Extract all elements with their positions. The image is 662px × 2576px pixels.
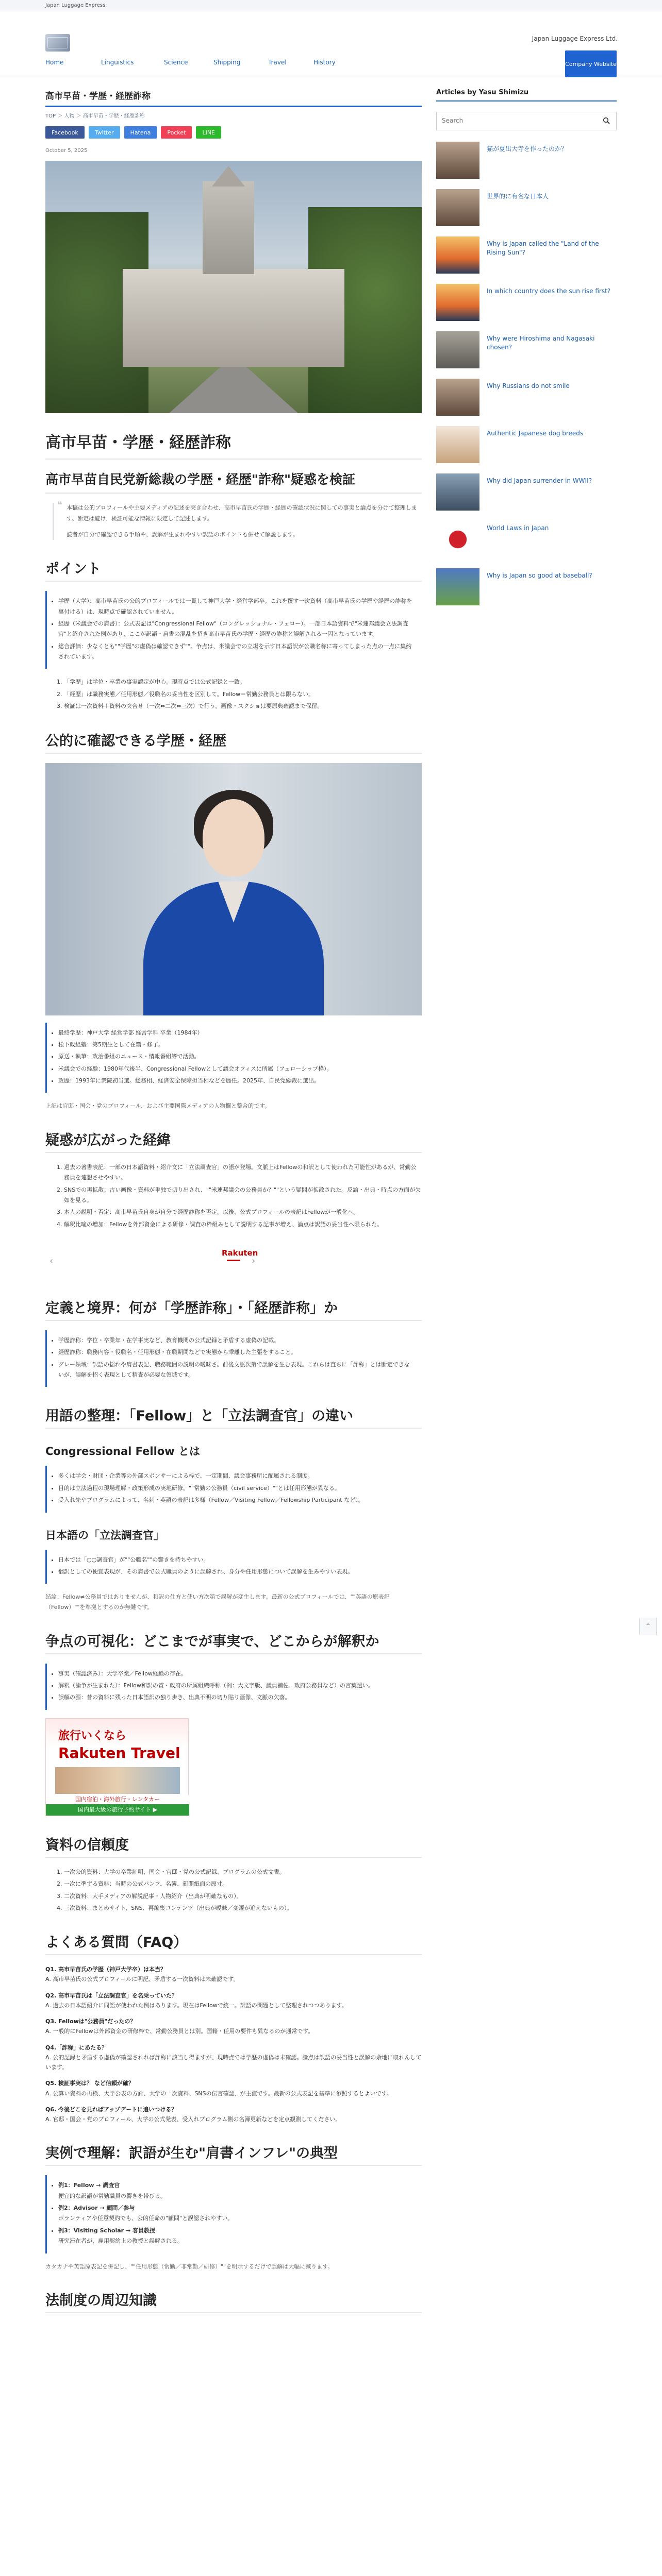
title-underline [45,459,422,460]
ruins-thumb[interactable] [436,331,479,368]
share-bar [45,126,422,139]
list-item: • 目的は立法過程の現場理解・政策形成の実地研修。""常勤の公務員（civil service）""とは任用形態が異なる。 [58,1483,413,1494]
main-content [45,89,422,2323]
top-bar [0,0,662,11]
list-item [58,2226,413,2247]
portrait-thumb[interactable] [436,379,479,416]
list-item: • 日本では「○○調査官」が""公職名""の響きを持ちやすい。 [58,1555,413,1565]
list-item: 3. 二次資料：大手メディアの解説記事・人物紹介（出典が明確なもの）。 [64,1891,422,1902]
points-list [45,591,422,669]
list-item: • 事実（確認済み）：大学卒業／Fellow経験の存在。 [58,1669,413,1679]
list-item: • 学歴（大学）：高市早苗氏の公的プロフィールでは一貫して神戸大学・経営学部卒。これを覆す一次資料（高市早苗氏の学歴や経歴の詐称を裏付ける）は、現時点で確認されていません。 [58,596,413,617]
sidebar-article-item[interactable] [436,284,617,324]
confirmed-note: 上記は官邸・国会・党のプロフィール、および主要国際メディアの人物欄と整合的です。 [45,1103,271,1110]
faq-question: Q1. 高市早苗氏の学歴（神戸大学卒）は本当？ [45,1966,167,1973]
site-topline: Japan Luggage Express [45,3,106,8]
ad-photo-strip [55,1767,180,1794]
intro-paragraph: 本稿は公的プロフィールや主要メディアの記述を突き合わせ、高市早苗氏の学歴・経歴の確認状況に関しての事実と論点を分けて整理します。断定は避け、検証可能な情報に限定して記述します。 [67,504,417,522]
faq-question: Q3. Fellowは"公務員"だったの？ [45,2018,136,2025]
inflation-list [45,2175,422,2253]
share-line-button[interactable]: LINE [196,126,221,139]
section-confirmed-heading: 公的に確認できる学歴・経歴 [45,730,422,754]
sidebar-article-item[interactable] [436,473,617,514]
sidebar-article-item[interactable] [436,142,617,182]
section-points-heading: ポイント [45,557,422,582]
sidebar-article-link[interactable]: Why were Hiroshima and Nagasaki chosen? [487,335,595,351]
section-faq-heading: よくある質問（FAQ） [45,1931,422,1955]
ad-band: 国内宿泊・海外旅行・レンタカー [46,1795,189,1804]
sidebar-article-link[interactable]: Why Russians do not smile [487,382,570,389]
section-inflation-heading: 実例で理解：訳語が生む"肩書インフレ"の典型 [45,2142,422,2166]
inflation-desc: 便宜的な訳語が常勤職員の響きを帯びる。 [58,2192,166,2199]
list-item: • 原送・執筆：政治番組のニュース・情報番組等で活動。 [58,1052,413,1062]
inflation-note: カタカナや英語原表記を併記し、""任用形態（常勤／非常勤／研修）""を明示するだけで誤解は大幅に減ります。 [45,2263,334,2270]
inflation-example: 例1：Fellow → 調査官 [58,2182,120,2189]
faq-answer: A. 一般的にFellowは外部資金の研修枠で、常勤公務員とは別。国籍・任用の要件も異なるのが通常です。 [45,2028,314,2035]
list-item: 4. 三次資料：まとめサイト、SNS、再編集コンテンツ（出典が曖昧／変遷が追えないもの）。 [64,1903,422,1913]
faq-answer: A. 高市早苗氏の公式プロフィールに明記、矛盾する一次資料は未確認です。 [45,1976,239,1983]
visual-list [45,1664,422,1710]
list-item: 1. 「学歴」は学位・卒業の事実認定が中心。現時点では公式記録と一致。 [64,677,422,687]
list-item: • 経歴（米議会での肩書）：公式表記は"Congressional Fellow"（コングレッショナル・フェロー）。一部日本語資料で"米連邦議会立法調査官"と紹介された例があり、ここが訳語・肩書の混乱を招き高市早苗氏の学歴・経歴の詐称と誤解される一因となっています。 [58,619,413,640]
sidebar [436,89,617,616]
inflation-desc: ボランティアや任意契約でも、公的任命の"顧問"と誤認されやすい。 [58,2215,234,2222]
portrait-thumb[interactable] [436,142,479,179]
company-website-button[interactable]: Company Website [565,50,617,77]
ad-line1: 旅行いくなら [58,1729,127,1742]
dog-thumb[interactable] [436,426,479,463]
section-spread-heading: 疑惑が広がった経緯 [45,1129,422,1153]
portrait-image [45,763,422,1015]
list-item [58,2203,413,2224]
sidebar-article-item[interactable] [436,236,617,277]
portrait-thumb[interactable] [436,189,479,226]
points-ordered-list [45,677,422,711]
faq-item [45,1964,422,1985]
header-tagline: Japan Luggage Express Ltd. [532,35,618,42]
share-pocket-button[interactable]: Pocket [161,126,192,139]
faq-question: Q6. 今後どこを見ればアップデートに追いつける？ [45,2106,177,2113]
nav-history[interactable]: History [313,59,336,66]
list-item: • 経歴詐称：職務内容・役職名・任用形態・在職期間などで実態から乖離した主張をすること。 [58,1347,413,1358]
list-item: • 多くは学会・財団・企業等の外部スポンサーによる枠で、一定期間、議会事務所に配属される制度。 [58,1471,413,1481]
list-item: 1. 一次公的資料：大学の卒業証明、国会・官邸・党の公式記録、プログラムの公式文書。 [64,1867,422,1877]
reliability-list [45,1867,422,1913]
flag-thumb[interactable] [436,521,479,558]
list-item: 3. 本人の説明・否定：高市早苗氏自身が自分で経歴詐称を否定。以後、公式プロフィールの表記はFellowが一般化へ。 [64,1207,422,1217]
confirmed-list [45,1023,422,1093]
list-item: 2. SNSでの再拡散：古い画像・資料が単独で切り出され、""米連邦議会の公務員か？""という疑問が拡散された。反論・出典・時点の方面が欠如を見る。 [64,1185,422,1206]
rakuten-carousel [45,1243,422,1279]
section-visual-heading: 争点の可視化：どこまでが事実で、どこからが解釈か [45,1630,422,1654]
rakuten-logo[interactable]: Rakuten [222,1248,258,1258]
nav-travel[interactable]: Travel [268,59,287,66]
section-jp-heading: 日本語の「立法調査官」 [45,1529,164,1541]
faq-item [45,2043,422,2073]
intro-quote [53,499,422,540]
scroll-to-top-button[interactable]: ⌃ [639,1618,657,1635]
search-input[interactable] [442,117,586,124]
list-item: 1. 過去の著書表記：一部の日本語資料・紹介文に「立法調査官」の語が登場。文脈上はFellowの和訳として使われた可能性があるが、常勤公務員を連想させやすい。 [64,1162,422,1183]
jp-note: 結論：Fellow≠公務員ではありませんが、和訳の仕方と使い方次第で誤解が変生します。最新の公式プロフィールでは、""英語の原表記（Fellow）""を準拠とするのが無難です。 [45,1594,390,1611]
faq-question: Q4.「詐称」にあたる？ [45,2044,108,2051]
faq-answer: A. 官邸・国会・党のプロフィール、大学の公式発表、受入れプログラム側の名簿更新などを定点観測してください。 [45,2116,341,2123]
breadcrumb[interactable]: TOP ＞ 人物 ＞ 高市早苗・学歴・経歴詐称 [45,113,145,119]
inflation-example: 例3：Visiting Scholar → 客員教授 [58,2227,155,2234]
carousel-next-icon[interactable]: › [252,1256,256,1267]
spread-list [45,1162,422,1230]
sidebar-article-link[interactable]: 猫が夏出大寺を作ったのか？ [487,145,568,152]
stadium-thumb[interactable] [436,568,479,605]
define-list [45,1330,422,1387]
section-law-heading: 法制度の周辺知識 [45,2289,422,2313]
list-item: 3. 検証は一次資料＋資料の突合せ（一次⇔二次⇔三次）で行う。画像・スクショは要原典確認まで保留。 [64,701,422,711]
faq-answer: A. 公的記録と矛盾する虚偽が確認されれば詐称に該当し得ますが、現時点では学歴の虚偽は未確認。論点は訳語の妥当性と誤解の余地に収れんしています。 [45,2054,422,2071]
list-item: • 総合評価：少なくとも""学歴"の虚偽は確認できず""。争点は、米議会での立場を示す日本語訳が公職名称に寄ってしまった点の一点に集約されています。 [58,641,413,663]
list-item: • 誤解の源：昔の資料に残った日本語訳の独り歩き、出典不明の切り貼り画像、文脈の欠落。 [58,1692,413,1703]
list-item: • 翻訳としての便宜表現が、その肩書で公式職員のように誤解され、身分や任用形態について誤解を生みやすい表現。 [58,1567,413,1577]
faq-item [45,2078,422,2098]
quote-icon: ❝ [57,499,62,511]
cf-list [45,1466,422,1512]
list-item: • 解釈（論争が生まれた）：Fellow和訳の賞・政府の所属組織呼称（例：大文字版、議員補佐、政府公務員など）の言葉遣い。 [58,1681,413,1691]
section-define-heading: 定義と境界：何が「学歴詐称」・「経歴詐称」か [45,1297,422,1321]
post-date: October 5, 2025 [45,148,88,154]
article-subtitle: 高市早苗自民党新総裁の学歴・経歴"詐称"疑惑を検証 [45,472,356,487]
sidebar-article-item[interactable] [436,521,617,561]
sidebar-rule [436,100,617,101]
subtitle-underline [45,493,422,494]
list-item: • 最終学歴：神戸大学 経営学部 経営学科 卒業（1984年） [58,1028,413,1038]
carousel-prev-icon[interactable]: ‹ [49,1256,54,1267]
list-item: • 松下政経塾：第5期生として在籍・修了。 [58,1040,413,1050]
list-item: 2. 一次に準ずる資料：当時の公式パンフ、名簿、新聞紙面の原寸。 [64,1879,422,1889]
share-hatena-button[interactable]: Hatena [124,126,157,139]
search-icon[interactable] [603,117,610,124]
ad-cta[interactable]: 国内最大級の旅行予約サイト ▶ [46,1804,189,1816]
sidebar-article-item[interactable] [436,568,617,608]
faq-item [45,1991,422,2011]
hero-image-diet-building [45,161,422,413]
rakuten-travel-ad[interactable] [45,1718,189,1816]
faq-question: Q5. 検証事実は？ など信頼が確？ [45,2080,134,2087]
rakuten-logo-underline [227,1260,240,1261]
sidebar-title: Articles by Yasu Shimizu [436,89,529,96]
faq-answer: A. 公算い資料の再検、大学公表の方針、大学の一次資料、SNSの伝言確認、が主流です。最新の公式表記を基準に参照するとよいです。 [45,2090,392,2097]
sidebar-article-item[interactable] [436,426,617,466]
sidebar-article-link[interactable]: World Laws in Japan [487,524,549,532]
sidebar-article-link[interactable]: Why did Japan surrender in WWII? [487,477,592,484]
article-title: 高市早苗・学歴・経歴詐称 [45,434,231,452]
faq-item [45,2016,422,2037]
article-small-title: 高市早苗・学歴・経歴詐称 [45,91,151,101]
ship-thumb[interactable] [436,473,479,511]
nav-linguistics[interactable]: Linguistics [101,59,134,66]
list-item: 2. 「経歴」は職務実態／任用形態／役職名の妥当性を区別して。Fellow＝常勤公務員とは限らない。 [64,689,422,700]
nav-shipping[interactable]: Shipping [213,59,241,66]
jp-list [45,1550,422,1584]
sidebar-article-item[interactable] [436,379,617,419]
list-item [58,2180,413,2201]
inflation-desc: 研究滞在者が、雇用契約上の教授と誤解される。 [58,2238,183,2245]
inflation-example: 例2：Advisor → 顧問／参与 [58,2205,135,2212]
sunrise-thumb[interactable] [436,284,479,321]
sidebar-article-link[interactable]: Why is Japan called the "Land of the Rising Sun"? [487,240,599,257]
list-item: • 学歴詐称：学位・卒業年・在学事実など、教育機関の公式記録と矛盾する虚偽の記載。 [58,1335,413,1346]
sidebar-article-item[interactable] [436,331,617,371]
section-reliability-heading: 資料の信頼度 [45,1834,422,1858]
nav-home[interactable]: Home [45,59,64,66]
faq-answer: A. 過去の日本語紹介に同語が使われた例はあります。現在はFellowで統一。訳語の問題として整理されつつあります。 [45,2002,347,2009]
site-logo-mark [47,37,68,48]
sidebar-article-link[interactable]: 世界的に有名な日本人 [487,193,549,200]
share-facebook-button[interactable]: Facebook [45,126,85,139]
search-box [436,112,617,130]
sidebar-article-link[interactable]: In which country does the sun rise first? [487,287,611,295]
title-rule [45,106,422,107]
nav-science[interactable]: Science [164,59,188,66]
list-item: • グレー領域：訳語の揺れや肩書表記、職務範囲の説明の曖昧さ。前後文脈次第で誤解を生む表現。これらは直ちに「詐称」とは断定できないが、誤解を招く表現として精査が必要な領域です。 [58,1360,413,1381]
sidebar-article-item[interactable] [436,189,617,229]
sidebar-article-list [436,142,617,608]
site-header [0,11,662,52]
list-item: 4. 解釈比喩の増加：Fellowを外部資金による研修・調査の枠組みとして説明する記事が増え、論点は訳語の妥当性へ限られた。 [64,1219,422,1230]
list-item: • 政歴：1993年に衆院初当選。総務相、経済安全保障担当相などを歴任。2025年、自民党総裁に選出。 [58,1076,413,1086]
section-cf-heading: Congressional Fellow とは [45,1445,200,1458]
share-twitter-button[interactable]: Twitter [89,126,120,139]
section-terms-heading: 用語の整理：「Fellow」と「立法調査官」の違い [45,1404,422,1429]
faq-question: Q2. 高市早苗氏は「立法調査官」を名乗っていた？ [45,1992,178,1999]
ad-line2: Rakuten Travel [58,1744,180,1761]
list-item: • 受入れ先やプログラムによって、名刺・英語の表記は多様（Fellow／Visiting Fellow／Fellowship Participant など）。 [58,1495,413,1505]
intro-paragraph: 読者が自分で確認できる手順や、誤解が生まれやすい訳語のポイントも併せて解説します。 [67,531,299,538]
main-nav [0,52,662,75]
sunrise-thumb[interactable] [436,236,479,274]
sidebar-article-link[interactable]: Why is Japan so good at baseball? [487,572,592,579]
sidebar-article-link[interactable]: Authentic Japanese dog breeds [487,430,584,437]
list-item: • 米議会での経験：1980年代後半、Congressional Fellowとして議会オフィスに所属（フェローシップ枠）。 [58,1064,413,1074]
faq-item [45,2105,422,2125]
